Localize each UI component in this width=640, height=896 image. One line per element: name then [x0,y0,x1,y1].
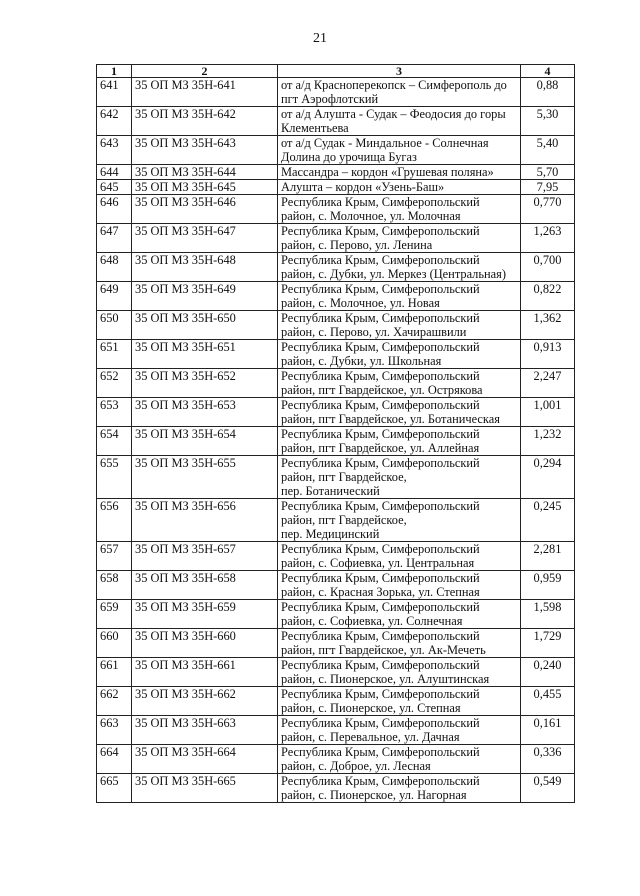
row-number: 657 [97,542,132,571]
road-name: Алушта – кордон «Узень-Баш» [278,180,521,195]
road-length: 0,245 [521,499,575,542]
roads-table [96,64,575,803]
table-row [97,311,575,340]
road-name: Республика Крым, Симферопольский район, с. Пионерское, ул. Нагорная [278,774,521,803]
table-row [97,600,575,629]
table-row [97,745,575,774]
road-name: Республика Крым, Симферопольский район, пгт Гвардейское, ул. Аллейная [278,427,521,456]
road-code: 35 ОП МЗ 35Н-653 [132,398,278,427]
column-header-code: 2 [132,65,278,78]
road-code: 35 ОП МЗ 35Н-657 [132,542,278,571]
table-row [97,427,575,456]
road-name: Республика Крым, Симферопольский район, пгт Гвардейское, ул. Ак-Мечеть [278,629,521,658]
road-name: Республика Крым, Симферопольский район, пгт Гвардейское, ул. Ботаническая [278,398,521,427]
road-length: 0,294 [521,456,575,499]
road-code: 35 ОП МЗ 35Н-662 [132,687,278,716]
road-length: 0,959 [521,571,575,600]
row-number: 648 [97,253,132,282]
road-length: 1,001 [521,398,575,427]
road-code: 35 ОП МЗ 35Н-648 [132,253,278,282]
road-code: 35 ОП МЗ 35Н-664 [132,745,278,774]
road-length: 1,263 [521,224,575,253]
row-number: 642 [97,107,132,136]
row-number: 654 [97,427,132,456]
table-row [97,658,575,687]
road-code: 35 ОП МЗ 35Н-650 [132,311,278,340]
road-length: 5,30 [521,107,575,136]
road-name: Республика Крым, Симферопольский район, с. Дубки, ул. Школьная [278,340,521,369]
road-length: 0,88 [521,78,575,107]
row-number: 649 [97,282,132,311]
row-number: 662 [97,687,132,716]
road-code: 35 ОП МЗ 35Н-651 [132,340,278,369]
road-length: 0,240 [521,658,575,687]
road-length: 2,281 [521,542,575,571]
road-length: 5,40 [521,136,575,165]
road-code: 35 ОП МЗ 35Н-644 [132,165,278,180]
row-number: 655 [97,456,132,499]
road-length: 0,770 [521,195,575,224]
row-number: 664 [97,745,132,774]
table-row [97,571,575,600]
road-name: Республика Крым, Симферопольский район, с. Доброе, ул. Лесная [278,745,521,774]
road-code: 35 ОП МЗ 35Н-654 [132,427,278,456]
road-length: 7,95 [521,180,575,195]
road-code: 35 ОП МЗ 35Н-641 [132,78,278,107]
road-name: Республика Крым, Симферопольский район, с. Молочное, ул. Новая [278,282,521,311]
row-number: 650 [97,311,132,340]
table-row [97,716,575,745]
row-number: 661 [97,658,132,687]
road-code: 35 ОП МЗ 35Н-655 [132,456,278,499]
road-name: от а/д Судак - Миндальное - Солнечная Долина до урочища Бугаз [278,136,521,165]
table-row [97,282,575,311]
row-number: 656 [97,499,132,542]
table-row [97,180,575,195]
row-number: 658 [97,571,132,600]
road-code: 35 ОП МЗ 35Н-652 [132,369,278,398]
row-number: 644 [97,165,132,180]
road-name: от а/д Алушта - Судак – Феодосия до горы Клементьева [278,107,521,136]
road-code: 35 ОП МЗ 35Н-642 [132,107,278,136]
table-row [97,253,575,282]
table-row [97,499,575,542]
road-length: 2,247 [521,369,575,398]
road-name: Республика Крым, Симферопольский район, с. Молочное, ул. Молочная [278,195,521,224]
table-row [97,774,575,803]
road-code: 35 ОП МЗ 35Н-665 [132,774,278,803]
road-length: 1,598 [521,600,575,629]
row-number: 646 [97,195,132,224]
road-code: 35 ОП МЗ 35Н-643 [132,136,278,165]
road-code: 35 ОП МЗ 35Н-659 [132,600,278,629]
table-row [97,165,575,180]
table-header-row [97,65,575,78]
road-length: 1,729 [521,629,575,658]
road-length: 1,232 [521,427,575,456]
road-name: Республика Крым, Симферопольский район, пгт Гвардейское, пер. Ботанический [278,456,521,499]
table-row [97,369,575,398]
table-row [97,542,575,571]
column-header-name: 3 [278,65,521,78]
row-number: 645 [97,180,132,195]
column-header-number: 1 [97,65,132,78]
road-length: 0,336 [521,745,575,774]
table-row [97,195,575,224]
road-name: Республика Крым, Симферопольский район, с. Софиевка, ул. Центральная [278,542,521,571]
column-header-length: 4 [521,65,575,78]
road-code: 35 ОП МЗ 35Н-661 [132,658,278,687]
road-code: 35 ОП МЗ 35Н-656 [132,499,278,542]
road-name: Республика Крым, Симферопольский район, с. Перово, ул. Хачирашвили [278,311,521,340]
road-name: Республика Крым, Симферопольский район, с. Красная Зорька, ул. Степная [278,571,521,600]
road-length: 5,70 [521,165,575,180]
road-code: 35 ОП МЗ 35Н-649 [132,282,278,311]
road-name: Республика Крым, Симферопольский район, с. Пионерское, ул. Алуштинская [278,658,521,687]
row-number: 663 [97,716,132,745]
road-name: Республика Крым, Симферопольский район, с. Пионерское, ул. Степная [278,687,521,716]
table-row [97,78,575,107]
table-row [97,456,575,499]
row-number: 665 [97,774,132,803]
road-code: 35 ОП МЗ 35Н-658 [132,571,278,600]
road-name: Республика Крым, Симферопольский район, пгт Гвардейское, ул. Острякова [278,369,521,398]
table-body [97,78,575,803]
row-number: 652 [97,369,132,398]
row-number: 641 [97,78,132,107]
road-name: Республика Крым, Симферопольский район, с. Перевальное, ул. Дачная [278,716,521,745]
road-code: 35 ОП МЗ 35Н-646 [132,195,278,224]
table-row [97,398,575,427]
road-code: 35 ОП МЗ 35Н-660 [132,629,278,658]
row-number: 651 [97,340,132,369]
table-row [97,629,575,658]
road-code: 35 ОП МЗ 35Н-645 [132,180,278,195]
row-number: 660 [97,629,132,658]
row-number: 647 [97,224,132,253]
table-row [97,136,575,165]
row-number: 653 [97,398,132,427]
road-name: от а/д Красноперекопск – Симферополь до пгт Аэрофлотский [278,78,521,107]
road-length: 0,913 [521,340,575,369]
road-length: 0,161 [521,716,575,745]
road-name: Республика Крым, Симферопольский район, пгт Гвардейское, пер. Медицинский [278,499,521,542]
table-row [97,340,575,369]
road-code: 35 ОП МЗ 35Н-647 [132,224,278,253]
road-length: 0,700 [521,253,575,282]
table-row [97,107,575,136]
road-name: Республика Крым, Симферопольский район, с. Дубки, ул. Меркез (Центральная) [278,253,521,282]
road-name: Республика Крым, Симферопольский район, с. Софиевка, ул. Солнечная [278,600,521,629]
road-code: 35 ОП МЗ 35Н-663 [132,716,278,745]
road-name: Республика Крым, Симферопольский район, с. Перово, ул. Ленина [278,224,521,253]
road-length: 0,455 [521,687,575,716]
table-row [97,224,575,253]
page-number: 21 [313,31,327,46]
row-number: 643 [97,136,132,165]
table-row [97,687,575,716]
row-number: 659 [97,600,132,629]
road-length: 0,822 [521,282,575,311]
road-length: 1,362 [521,311,575,340]
road-name: Массандра – кордон «Грушевая поляна» [278,165,521,180]
road-length: 0,549 [521,774,575,803]
table-header [97,65,575,78]
